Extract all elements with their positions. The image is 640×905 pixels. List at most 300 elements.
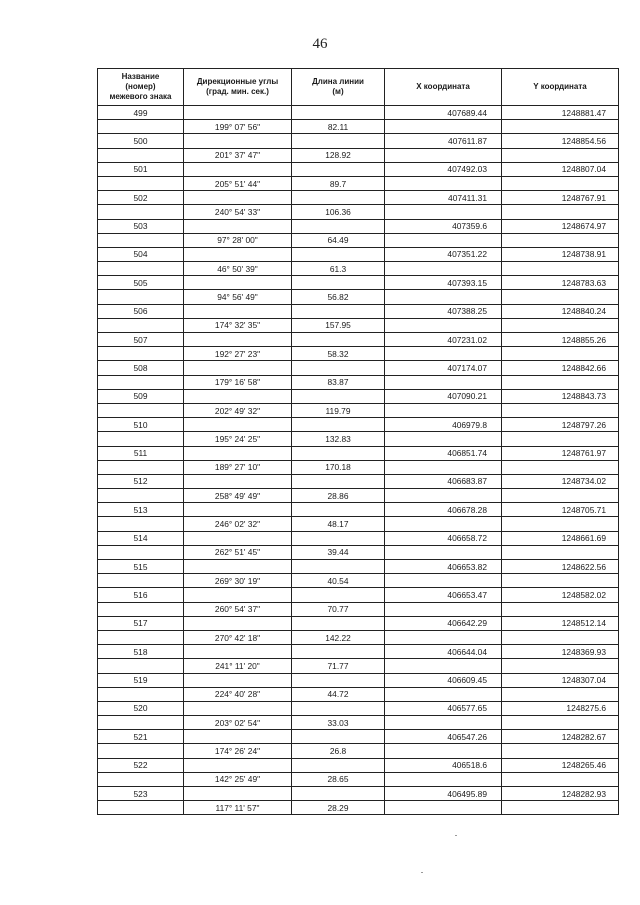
segment-row xyxy=(98,120,619,134)
point-row xyxy=(98,616,619,630)
empty-cell xyxy=(385,148,502,162)
y-coordinate: 1248674.97 xyxy=(502,219,619,233)
empty-cell xyxy=(98,744,184,758)
empty-cell xyxy=(385,460,502,474)
x-coordinate: 407174.07 xyxy=(385,361,502,375)
direction-angle: 174° 26' 24" xyxy=(184,744,292,758)
empty-cell xyxy=(385,687,502,701)
empty-cell xyxy=(184,588,292,602)
segment-row xyxy=(98,290,619,304)
y-coordinate: 1248734.02 xyxy=(502,474,619,488)
point-row xyxy=(98,560,619,574)
empty-cell xyxy=(98,460,184,474)
segment-row xyxy=(98,772,619,786)
direction-angle: 241° 11' 20" xyxy=(184,659,292,673)
x-coordinate: 406979.8 xyxy=(385,418,502,432)
segment-row xyxy=(98,574,619,588)
empty-cell xyxy=(292,645,385,659)
direction-angle: 203° 02' 54" xyxy=(184,716,292,730)
point-row xyxy=(98,701,619,715)
point-row xyxy=(98,162,619,176)
empty-cell xyxy=(502,347,619,361)
empty-cell xyxy=(292,276,385,290)
point-row xyxy=(98,503,619,517)
empty-cell xyxy=(98,801,184,815)
point-name: 523 xyxy=(98,787,184,801)
empty-cell xyxy=(184,616,292,630)
empty-cell xyxy=(502,290,619,304)
header-direction-angle-line: Дирекционные углы xyxy=(196,77,279,86)
line-length: 56.82 xyxy=(292,290,385,304)
header-direction-angle-line: (град. мин. сек.) xyxy=(206,87,269,96)
point-row xyxy=(98,446,619,460)
point-name: 503 xyxy=(98,219,184,233)
y-coordinate: 1248307.04 xyxy=(502,673,619,687)
empty-cell xyxy=(385,176,502,190)
empty-cell xyxy=(385,489,502,503)
point-name: 519 xyxy=(98,673,184,687)
segment-row xyxy=(98,233,619,247)
empty-cell xyxy=(502,489,619,503)
empty-cell xyxy=(184,191,292,205)
empty-cell xyxy=(292,560,385,574)
y-coordinate: 1248705.71 xyxy=(502,503,619,517)
empty-cell xyxy=(385,375,502,389)
header-y-coordinate xyxy=(502,69,619,106)
segment-row xyxy=(98,176,619,190)
empty-cell xyxy=(292,418,385,432)
y-coordinate: 1248265.46 xyxy=(502,758,619,772)
empty-cell xyxy=(292,106,385,120)
line-length: 28.29 xyxy=(292,801,385,815)
header-line-length-line: (м) xyxy=(332,87,344,96)
x-coordinate: 406653.82 xyxy=(385,560,502,574)
point-name: 522 xyxy=(98,758,184,772)
direction-angle: 224° 40' 28" xyxy=(184,687,292,701)
point-row xyxy=(98,673,619,687)
direction-angle: 94° 56' 49" xyxy=(184,290,292,304)
y-coordinate: 1248512.14 xyxy=(502,616,619,630)
empty-cell xyxy=(292,162,385,176)
x-coordinate: 407388.25 xyxy=(385,304,502,318)
x-coordinate: 406518.6 xyxy=(385,758,502,772)
direction-angle: 97° 28' 00" xyxy=(184,233,292,247)
empty-cell xyxy=(502,716,619,730)
empty-cell xyxy=(98,233,184,247)
point-row xyxy=(98,418,619,432)
empty-cell xyxy=(502,602,619,616)
y-coordinate: 1248767.91 xyxy=(502,191,619,205)
line-length: 128.92 xyxy=(292,148,385,162)
empty-cell xyxy=(502,801,619,815)
direction-angle: 199° 07' 56" xyxy=(184,120,292,134)
empty-cell xyxy=(98,574,184,588)
point-name: 511 xyxy=(98,446,184,460)
direction-angle: 201° 37' 47" xyxy=(184,148,292,162)
segment-row xyxy=(98,148,619,162)
segment-row xyxy=(98,602,619,616)
scan-speck xyxy=(455,835,457,836)
empty-cell xyxy=(292,758,385,772)
direction-angle: 246° 02' 32" xyxy=(184,517,292,531)
direction-angle: 240° 54' 33" xyxy=(184,205,292,219)
empty-cell xyxy=(98,403,184,417)
empty-cell xyxy=(385,290,502,304)
empty-cell xyxy=(385,574,502,588)
empty-cell xyxy=(292,503,385,517)
line-length: 64.49 xyxy=(292,233,385,247)
x-coordinate: 406495.89 xyxy=(385,787,502,801)
empty-cell xyxy=(502,432,619,446)
segment-row xyxy=(98,517,619,531)
empty-cell xyxy=(385,744,502,758)
point-name: 501 xyxy=(98,162,184,176)
empty-cell xyxy=(292,701,385,715)
empty-cell xyxy=(98,602,184,616)
line-length: 40.54 xyxy=(292,574,385,588)
direction-angle: 269° 30' 19" xyxy=(184,574,292,588)
x-coordinate: 406547.26 xyxy=(385,730,502,744)
x-coordinate: 406653.47 xyxy=(385,588,502,602)
empty-cell xyxy=(502,574,619,588)
point-row xyxy=(98,304,619,318)
y-coordinate: 1248369.93 xyxy=(502,645,619,659)
empty-cell xyxy=(385,630,502,644)
empty-cell xyxy=(292,474,385,488)
y-coordinate: 1248661.69 xyxy=(502,531,619,545)
empty-cell xyxy=(98,489,184,503)
x-coordinate: 407393.15 xyxy=(385,276,502,290)
line-length: 82.11 xyxy=(292,120,385,134)
empty-cell xyxy=(184,361,292,375)
header-point-name-line: (номер) xyxy=(125,82,156,91)
empty-cell xyxy=(184,730,292,744)
segment-row xyxy=(98,460,619,474)
point-name: 521 xyxy=(98,730,184,744)
point-name: 512 xyxy=(98,474,184,488)
segment-row xyxy=(98,716,619,730)
x-coordinate: 406577.65 xyxy=(385,701,502,715)
empty-cell xyxy=(184,389,292,403)
line-length: 170.18 xyxy=(292,460,385,474)
line-length: 132.83 xyxy=(292,432,385,446)
segment-row xyxy=(98,432,619,446)
x-coordinate: 406658.72 xyxy=(385,531,502,545)
line-length: 28.86 xyxy=(292,489,385,503)
point-row xyxy=(98,191,619,205)
boundary-coordinates-table xyxy=(97,68,619,815)
x-coordinate: 407611.87 xyxy=(385,134,502,148)
y-coordinate: 1248761.97 xyxy=(502,446,619,460)
direction-angle: 46° 50' 39" xyxy=(184,262,292,276)
direction-angle: 258° 49' 49" xyxy=(184,489,292,503)
header-point-name-line: межевого знака xyxy=(109,92,172,101)
empty-cell xyxy=(98,375,184,389)
direction-angle: 262° 51' 45" xyxy=(184,545,292,559)
empty-cell xyxy=(98,716,184,730)
empty-cell xyxy=(98,432,184,446)
empty-cell xyxy=(502,318,619,332)
empty-cell xyxy=(502,460,619,474)
point-row xyxy=(98,758,619,772)
empty-cell xyxy=(502,630,619,644)
empty-cell xyxy=(502,403,619,417)
empty-cell xyxy=(385,205,502,219)
empty-cell xyxy=(385,545,502,559)
empty-cell xyxy=(502,205,619,219)
line-length: 61.3 xyxy=(292,262,385,276)
line-length: 142.22 xyxy=(292,630,385,644)
segment-row xyxy=(98,347,619,361)
empty-cell xyxy=(292,730,385,744)
segment-row xyxy=(98,630,619,644)
empty-cell xyxy=(184,304,292,318)
line-length: 58.32 xyxy=(292,347,385,361)
x-coordinate: 407411.31 xyxy=(385,191,502,205)
line-length: 119.79 xyxy=(292,403,385,417)
line-length: 71.77 xyxy=(292,659,385,673)
empty-cell xyxy=(502,772,619,786)
scan-speck xyxy=(421,872,423,873)
empty-cell xyxy=(292,531,385,545)
empty-cell xyxy=(502,375,619,389)
point-row xyxy=(98,730,619,744)
point-name: 513 xyxy=(98,503,184,517)
point-name: 505 xyxy=(98,276,184,290)
segment-row xyxy=(98,375,619,389)
empty-cell xyxy=(98,630,184,644)
empty-cell xyxy=(292,219,385,233)
header-x-coordinate xyxy=(385,69,502,106)
segment-row xyxy=(98,545,619,559)
empty-cell xyxy=(292,673,385,687)
empty-cell xyxy=(98,120,184,134)
point-row xyxy=(98,134,619,148)
empty-cell xyxy=(292,787,385,801)
empty-cell xyxy=(385,659,502,673)
segment-row xyxy=(98,262,619,276)
y-coordinate: 1248797.26 xyxy=(502,418,619,432)
segment-row xyxy=(98,659,619,673)
empty-cell xyxy=(502,148,619,162)
point-row xyxy=(98,787,619,801)
empty-cell xyxy=(184,645,292,659)
empty-cell xyxy=(184,503,292,517)
empty-cell xyxy=(98,687,184,701)
empty-cell xyxy=(98,205,184,219)
empty-cell xyxy=(385,801,502,815)
empty-cell xyxy=(292,333,385,347)
empty-cell xyxy=(184,333,292,347)
y-coordinate: 1248275.6 xyxy=(502,701,619,715)
empty-cell xyxy=(385,602,502,616)
point-name: 517 xyxy=(98,616,184,630)
point-name: 500 xyxy=(98,134,184,148)
empty-cell xyxy=(184,134,292,148)
empty-cell xyxy=(502,517,619,531)
direction-angle: 270° 42' 18" xyxy=(184,630,292,644)
empty-cell xyxy=(184,531,292,545)
direction-angle: 174° 32' 35" xyxy=(184,318,292,332)
y-coordinate: 1248622.56 xyxy=(502,560,619,574)
x-coordinate: 406678.28 xyxy=(385,503,502,517)
direction-angle: 189° 27' 10" xyxy=(184,460,292,474)
header-line-length-line: Длина линии xyxy=(312,77,364,86)
x-coordinate: 406644.04 xyxy=(385,645,502,659)
x-coordinate: 407492.03 xyxy=(385,162,502,176)
y-coordinate: 1248840.24 xyxy=(502,304,619,318)
empty-cell xyxy=(98,290,184,304)
empty-cell xyxy=(502,744,619,758)
empty-cell xyxy=(292,389,385,403)
empty-cell xyxy=(184,418,292,432)
direction-angle: 260° 54' 37" xyxy=(184,602,292,616)
empty-cell xyxy=(385,318,502,332)
empty-cell xyxy=(184,758,292,772)
empty-cell xyxy=(502,176,619,190)
empty-cell xyxy=(292,588,385,602)
line-length: 48.17 xyxy=(292,517,385,531)
point-row xyxy=(98,106,619,120)
point-row xyxy=(98,389,619,403)
direction-angle: 202° 49' 32" xyxy=(184,403,292,417)
empty-cell xyxy=(385,772,502,786)
header-y-coordinate-line: Y координата xyxy=(533,82,587,91)
direction-angle: 195° 24' 25" xyxy=(184,432,292,446)
y-coordinate: 1248282.93 xyxy=(502,787,619,801)
y-coordinate: 1248842.66 xyxy=(502,361,619,375)
line-length: 89.7 xyxy=(292,176,385,190)
empty-cell xyxy=(184,106,292,120)
point-name: 520 xyxy=(98,701,184,715)
empty-cell xyxy=(292,304,385,318)
point-row xyxy=(98,588,619,602)
empty-cell xyxy=(502,659,619,673)
y-coordinate: 1248282.67 xyxy=(502,730,619,744)
line-length: 44.72 xyxy=(292,687,385,701)
empty-cell xyxy=(292,191,385,205)
empty-cell xyxy=(502,120,619,134)
line-length: 83.87 xyxy=(292,375,385,389)
empty-cell xyxy=(385,403,502,417)
header-point-name xyxy=(98,69,184,106)
direction-angle: 142° 25' 49" xyxy=(184,772,292,786)
empty-cell xyxy=(385,262,502,276)
empty-cell xyxy=(502,262,619,276)
point-row xyxy=(98,645,619,659)
point-name: 506 xyxy=(98,304,184,318)
y-coordinate: 1248843.73 xyxy=(502,389,619,403)
line-length: 39.44 xyxy=(292,545,385,559)
empty-cell xyxy=(98,262,184,276)
point-row xyxy=(98,531,619,545)
empty-cell xyxy=(184,219,292,233)
x-coordinate: 407359.6 xyxy=(385,219,502,233)
empty-cell xyxy=(385,233,502,247)
header-direction-angle xyxy=(184,69,292,106)
line-length: 33.03 xyxy=(292,716,385,730)
empty-cell xyxy=(184,474,292,488)
point-row xyxy=(98,333,619,347)
point-name: 508 xyxy=(98,361,184,375)
line-length: 26.8 xyxy=(292,744,385,758)
point-name: 507 xyxy=(98,333,184,347)
x-coordinate: 406642.29 xyxy=(385,616,502,630)
segment-row xyxy=(98,744,619,758)
empty-cell xyxy=(184,162,292,176)
empty-cell xyxy=(502,687,619,701)
empty-cell xyxy=(292,616,385,630)
empty-cell xyxy=(292,134,385,148)
segment-row xyxy=(98,489,619,503)
empty-cell xyxy=(385,347,502,361)
point-name: 515 xyxy=(98,560,184,574)
page-number: 46 xyxy=(312,36,328,52)
header-point-name-line: Название xyxy=(121,72,160,81)
y-coordinate: 1248881.47 xyxy=(502,106,619,120)
x-coordinate: 407351.22 xyxy=(385,247,502,261)
header-line-length xyxy=(292,69,385,106)
point-name: 504 xyxy=(98,247,184,261)
empty-cell xyxy=(385,716,502,730)
empty-cell xyxy=(184,560,292,574)
empty-cell xyxy=(502,233,619,247)
y-coordinate: 1248855.26 xyxy=(502,333,619,347)
empty-cell xyxy=(502,545,619,559)
empty-cell xyxy=(184,673,292,687)
point-name: 516 xyxy=(98,588,184,602)
table-body xyxy=(98,106,619,815)
y-coordinate: 1248582.02 xyxy=(502,588,619,602)
empty-cell xyxy=(184,787,292,801)
empty-cell xyxy=(98,772,184,786)
point-name: 499 xyxy=(98,106,184,120)
point-row xyxy=(98,474,619,488)
empty-cell xyxy=(98,318,184,332)
empty-cell xyxy=(385,432,502,446)
point-row xyxy=(98,219,619,233)
empty-cell xyxy=(385,517,502,531)
y-coordinate: 1248807.04 xyxy=(502,162,619,176)
empty-cell xyxy=(184,701,292,715)
segment-row xyxy=(98,687,619,701)
line-length: 157.95 xyxy=(292,318,385,332)
direction-angle: 192° 27' 23" xyxy=(184,347,292,361)
point-name: 502 xyxy=(98,191,184,205)
y-coordinate: 1248854.56 xyxy=(502,134,619,148)
x-coordinate: 407090.21 xyxy=(385,389,502,403)
empty-cell xyxy=(385,120,502,134)
empty-cell xyxy=(292,247,385,261)
point-row xyxy=(98,247,619,261)
empty-cell xyxy=(98,148,184,162)
empty-cell xyxy=(292,446,385,460)
segment-row xyxy=(98,801,619,815)
direction-angle: 117° 11' 57" xyxy=(184,801,292,815)
line-length: 70.77 xyxy=(292,602,385,616)
point-name: 510 xyxy=(98,418,184,432)
x-coordinate: 406609.45 xyxy=(385,673,502,687)
point-name: 518 xyxy=(98,645,184,659)
empty-cell xyxy=(184,446,292,460)
line-length: 106.36 xyxy=(292,205,385,219)
table-header xyxy=(98,69,619,106)
y-coordinate: 1248783.63 xyxy=(502,276,619,290)
point-row xyxy=(98,361,619,375)
y-coordinate: 1248738.91 xyxy=(502,247,619,261)
empty-cell xyxy=(98,347,184,361)
empty-cell xyxy=(292,361,385,375)
